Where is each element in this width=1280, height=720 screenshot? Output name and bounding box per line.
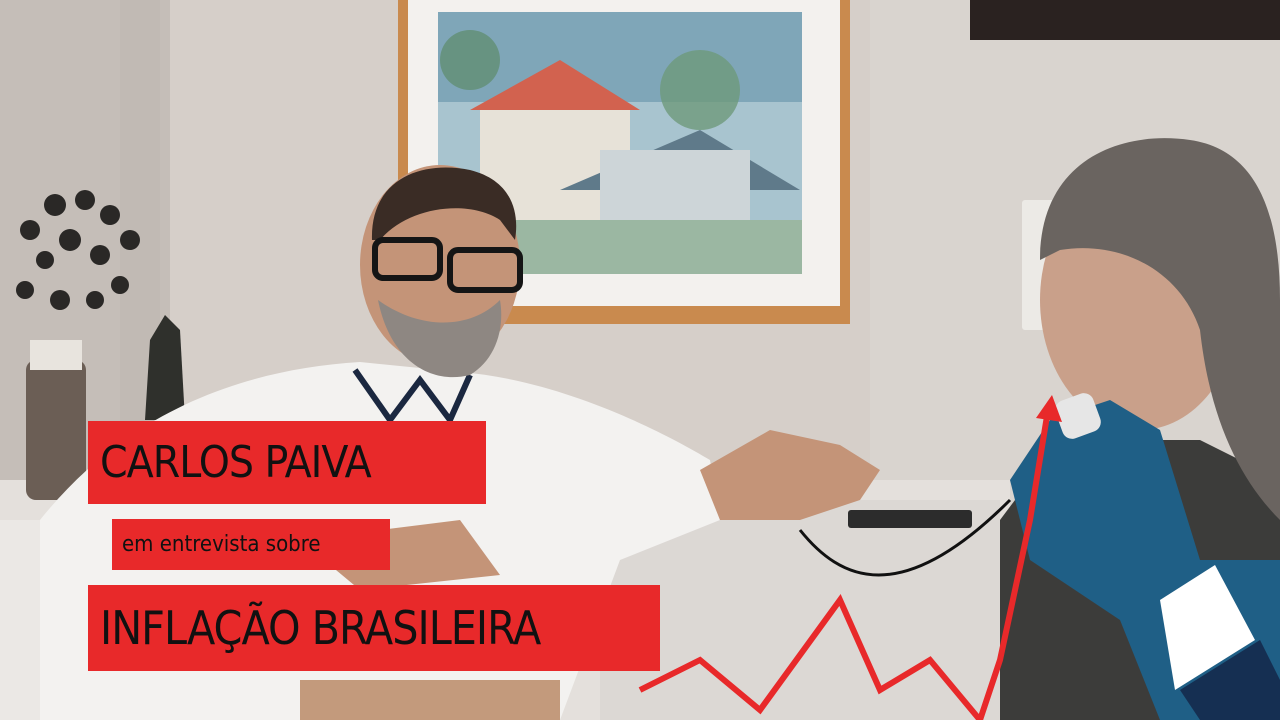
phone xyxy=(848,510,972,528)
dark-frame xyxy=(970,0,1280,40)
interview-topic-text: INFLAÇÃO BRASILEIRA xyxy=(100,601,541,655)
interview-topic xyxy=(88,585,660,671)
caption-subtitle-text: em entrevista sobre xyxy=(122,532,321,557)
interviewee-name xyxy=(88,421,486,504)
interviewee-name-text: CARLOS PAIVA xyxy=(100,437,371,488)
caption-subtitle xyxy=(112,519,390,570)
